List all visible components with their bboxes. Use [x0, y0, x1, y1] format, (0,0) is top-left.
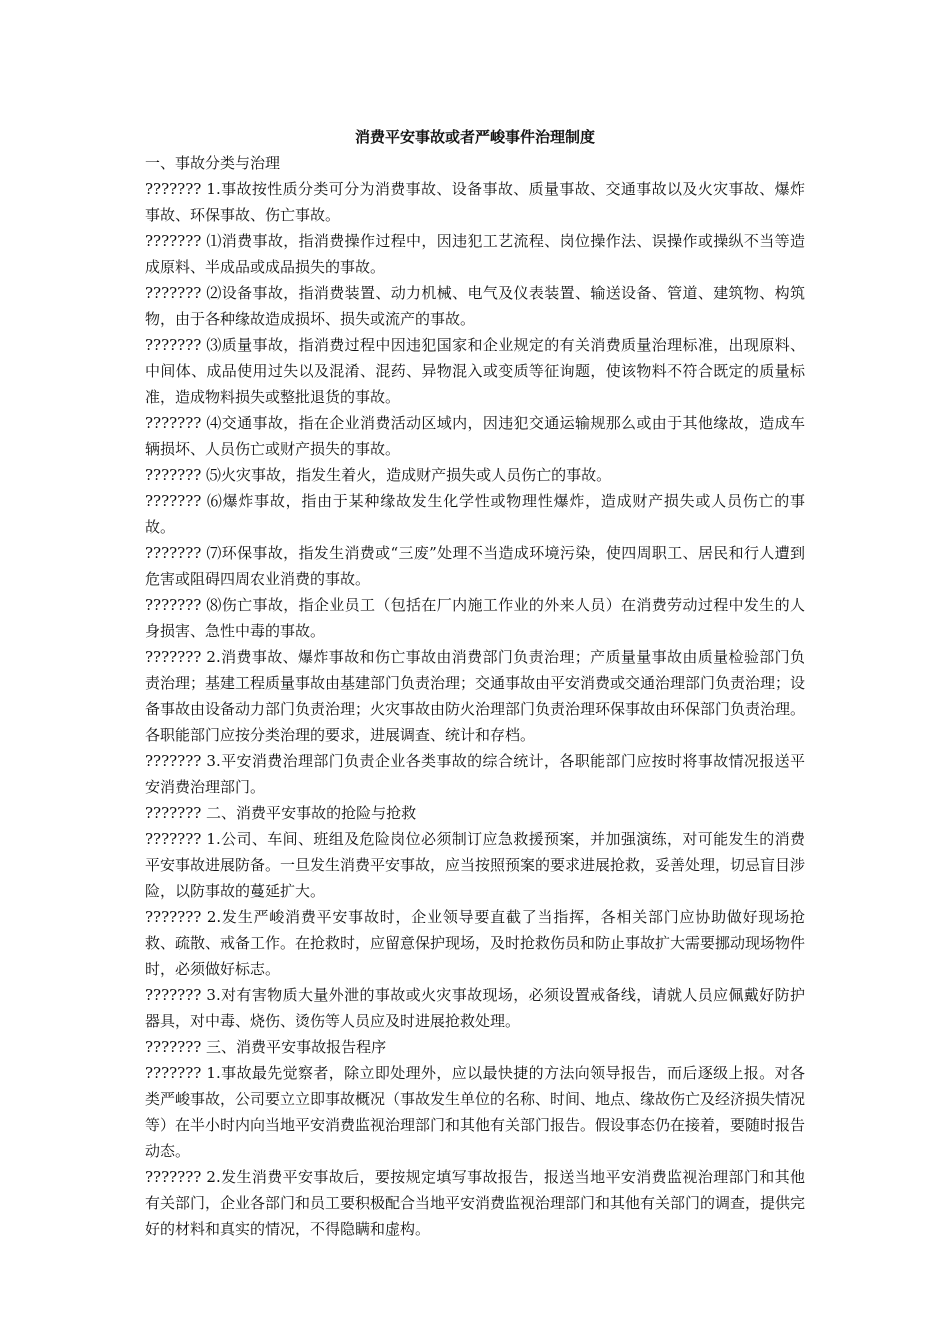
- paragraph: ??????? 1.公司、车间、班组及危险岗位必须制订应急救援预案，并加强演练，对可能发生的消费平安事故进展防备。一旦发生消费平安事故，应当按照预案的要求进展抢救，妥善处理，切忌盲目涉险，以防事故的蔓延扩大。: [145, 830, 806, 900]
- section-heading-2: ??????? 二、消费平安事故的抢险与抢救: [145, 804, 417, 822]
- paragraph: ??????? ⑸火灾事故，指发生着火，造成财产损失或人员伤亡的事故。: [145, 466, 612, 484]
- paragraph: ??????? ⑵设备事故，指消费装置、动力机械、电气及仪表装置、输送设备、管道、建筑物、构筑物，由于各种缘故造成损坏、损失或流产的事故。: [145, 284, 805, 328]
- paragraph: ??????? ⑶质量事故，指消费过程中因违犯国家和企业规定的有关消费质量治理标准，出现原料、中间体、成品使用过失以及混淆、混药、异物混入或变质等征询题，使该物料不符合既定的质量标准，造成物料损失或整批退货的事故。: [145, 336, 805, 406]
- paragraph: ??????? 2.发生消费平安事故后，要按规定填写事故报告，报送当地平安消费监视治理部门和其他有关部门，企业各部门和员工要积极配合当地平安消费监视治理部门和其他有关部门的调查，提供完好的材料和真实的情况，不得隐瞒和虚构。: [145, 1168, 806, 1238]
- paragraph: ??????? 3.平安消费治理部门负责企业各类事故的综合统计，各职能部门应按时将事故情况报送平安消费治理部门。: [145, 752, 805, 796]
- paragraph: ??????? ⑺环保事故，指发生消费或“三废”处理不当造成环境污染，使四周职工、居民和行人遭到危害或阻碍四周农业消费的事故。: [145, 544, 805, 588]
- document-page: [145, 124, 805, 1242]
- document-title: 消费平安事故或者严峻事件治理制度: [354, 128, 595, 146]
- paragraph: ??????? 3.对有害物质大量外泄的事故或火灾事故现场，必须设置戒备线，请就人员应佩戴好防护器具，对中毒、烧伤、烫伤等人员应及时进展抢救处理。: [145, 986, 805, 1030]
- paragraph: ??????? 2.发生严峻消费平安事故时，企业领导要直截了当指挥，各相关部门应协助做好现场抢救、疏散、戒备工作。在抢救时，应留意保护现场，及时抢救伤员和防止事故扩大需要挪动现场物件时，必须做好标志。: [145, 908, 806, 978]
- paragraph: ??????? ⑷交通事故，指在企业消费活动区域内，因违犯交通运输规那么或由于其他缘故，造成车辆损坏、人员伤亡或财产损失的事故。: [145, 414, 805, 458]
- section-heading-3: ??????? 三、消费平安事故报告程序: [145, 1038, 387, 1056]
- paragraph: ??????? ⑻伤亡事故，指企业员工（包括在厂内施工作业的外来人员）在消费劳动过程中发生的人身损害、急性中毒的事故。: [145, 596, 805, 640]
- paragraph: ??????? ⑹爆炸事故，指由于某种缘故发生化学性或物理性爆炸，造成财产损失或人员伤亡的事故。: [145, 492, 805, 536]
- paragraph: ??????? 2.消费事故、爆炸事故和伤亡事故由消费部门负责治理；产质量量事故由质量检验部门负责治理；基建工程质量事故由基建部门负责治理；交通事故由平安消费或交通治理部门负责治理；设备事故由设备动力部门负责治理；火灾事故由防火治理部门负责治理环保事故由环保部门负责治理。各职能部门应按分类治理的要求，进展调查、统计和存档。: [145, 648, 806, 744]
- section-heading-1: 一、事故分类与治理: [145, 154, 281, 172]
- paragraph: ??????? ⑴消费事故，指消费操作过程中，因违犯工艺流程、岗位操作法、误操作或操纵不当等造成原料、半成品或成品损失的事故。: [145, 232, 805, 276]
- paragraph: ??????? 1.事故按性质分类可分为消费事故、设备事故、质量事故、交通事故以及火灾事故、爆炸事故、环保事故、伤亡事故。: [145, 180, 805, 224]
- paragraph: ??????? 1.事故最先觉察者，除立即处理外，应以最快捷的方法向领导报告，而后逐级上报。对各类严峻事故，公司要立立即事故概况（事故发生单位的名称、时间、地点、缘故伤亡及经济损失情况等）在半小时内向当地平安消费监视治理部门和其他有关部门报告。假设事态仍在接着，要随时报告动态。: [145, 1064, 806, 1160]
